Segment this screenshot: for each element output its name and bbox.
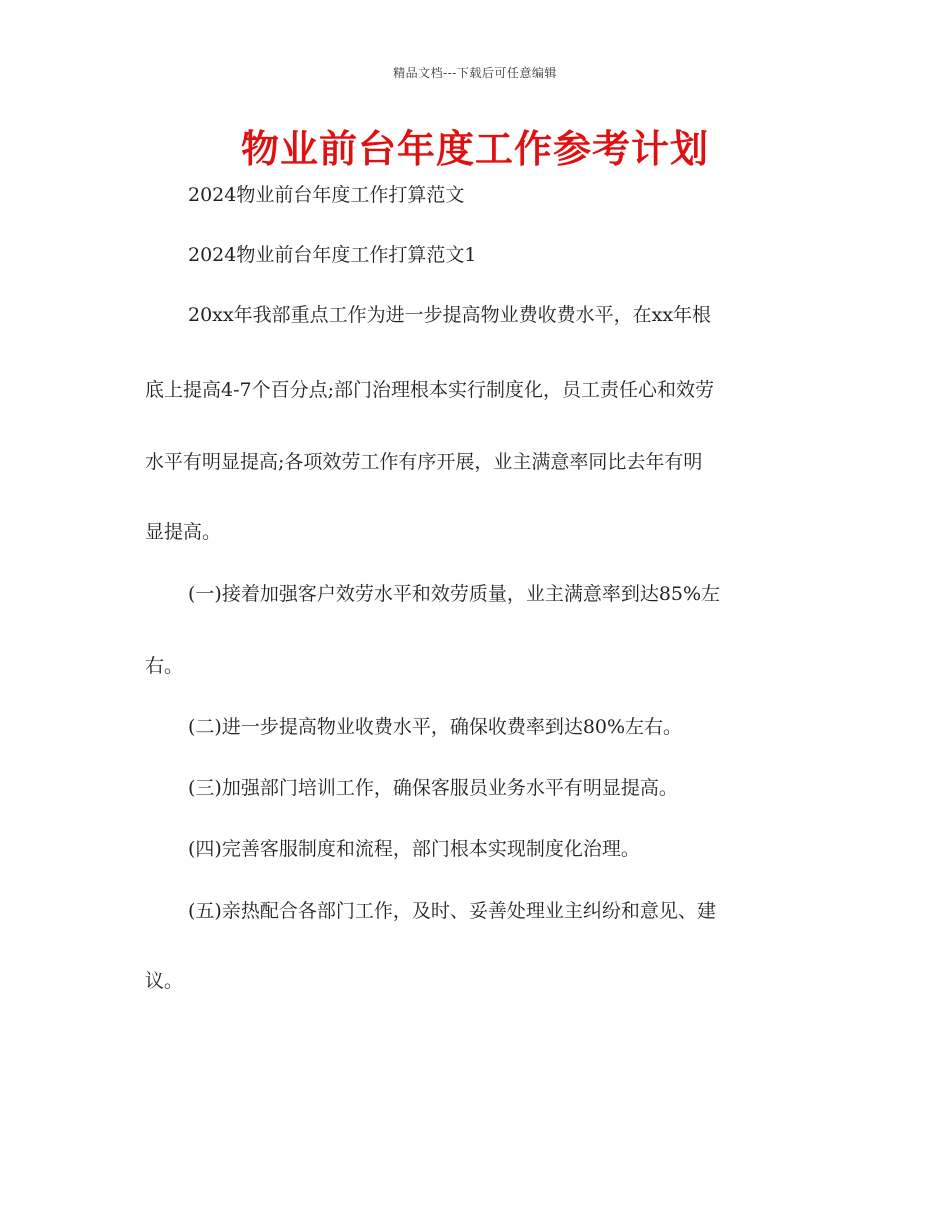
intro-paragraph-line-2: 底上提高4-7个百分点;部门治理根本实行制度化，员工责任心和效劳 (145, 379, 714, 401)
subtitle-line-1: 2024物业前台年度工作打算范文 (188, 184, 465, 206)
intro-paragraph-line-4: 显提高。 (145, 521, 222, 543)
list-item-5-line-1: (五)亲热配合各部门工作，及时、妥善处理业主纠纷和意见、建 (188, 900, 716, 922)
intro-paragraph-line-3: 水平有明显提高;各项效劳工作有序开展，业主满意率同比去年有明 (145, 451, 703, 473)
list-item-3: (三)加强部门培训工作，确保客服员业务水平有明显提高。 (188, 777, 678, 799)
list-item-1-line-1: (一)接着加强客户效劳水平和效劳质量，业主满意率到达85%左 (188, 583, 721, 605)
list-item-2: (二)进一步提高物业收费水平，确保收费率到达80%左右。 (188, 716, 683, 738)
intro-paragraph-line-1: 20xx年我部重点工作为进一步提高物业费收费水平，在xx年根 (188, 304, 712, 326)
header-note: 精品文档---下载后可任意编辑 (393, 66, 557, 80)
document-title: 物业前台年度工作参考计划 (240, 127, 709, 171)
list-item-1-line-2: 右。 (145, 655, 184, 677)
list-item-5-line-2: 议。 (145, 970, 184, 992)
list-item-4: (四)完善客服制度和流程，部门根本实现制度化治理。 (188, 838, 640, 860)
subtitle-line-2: 2024物业前台年度工作打算范文1 (188, 244, 477, 266)
